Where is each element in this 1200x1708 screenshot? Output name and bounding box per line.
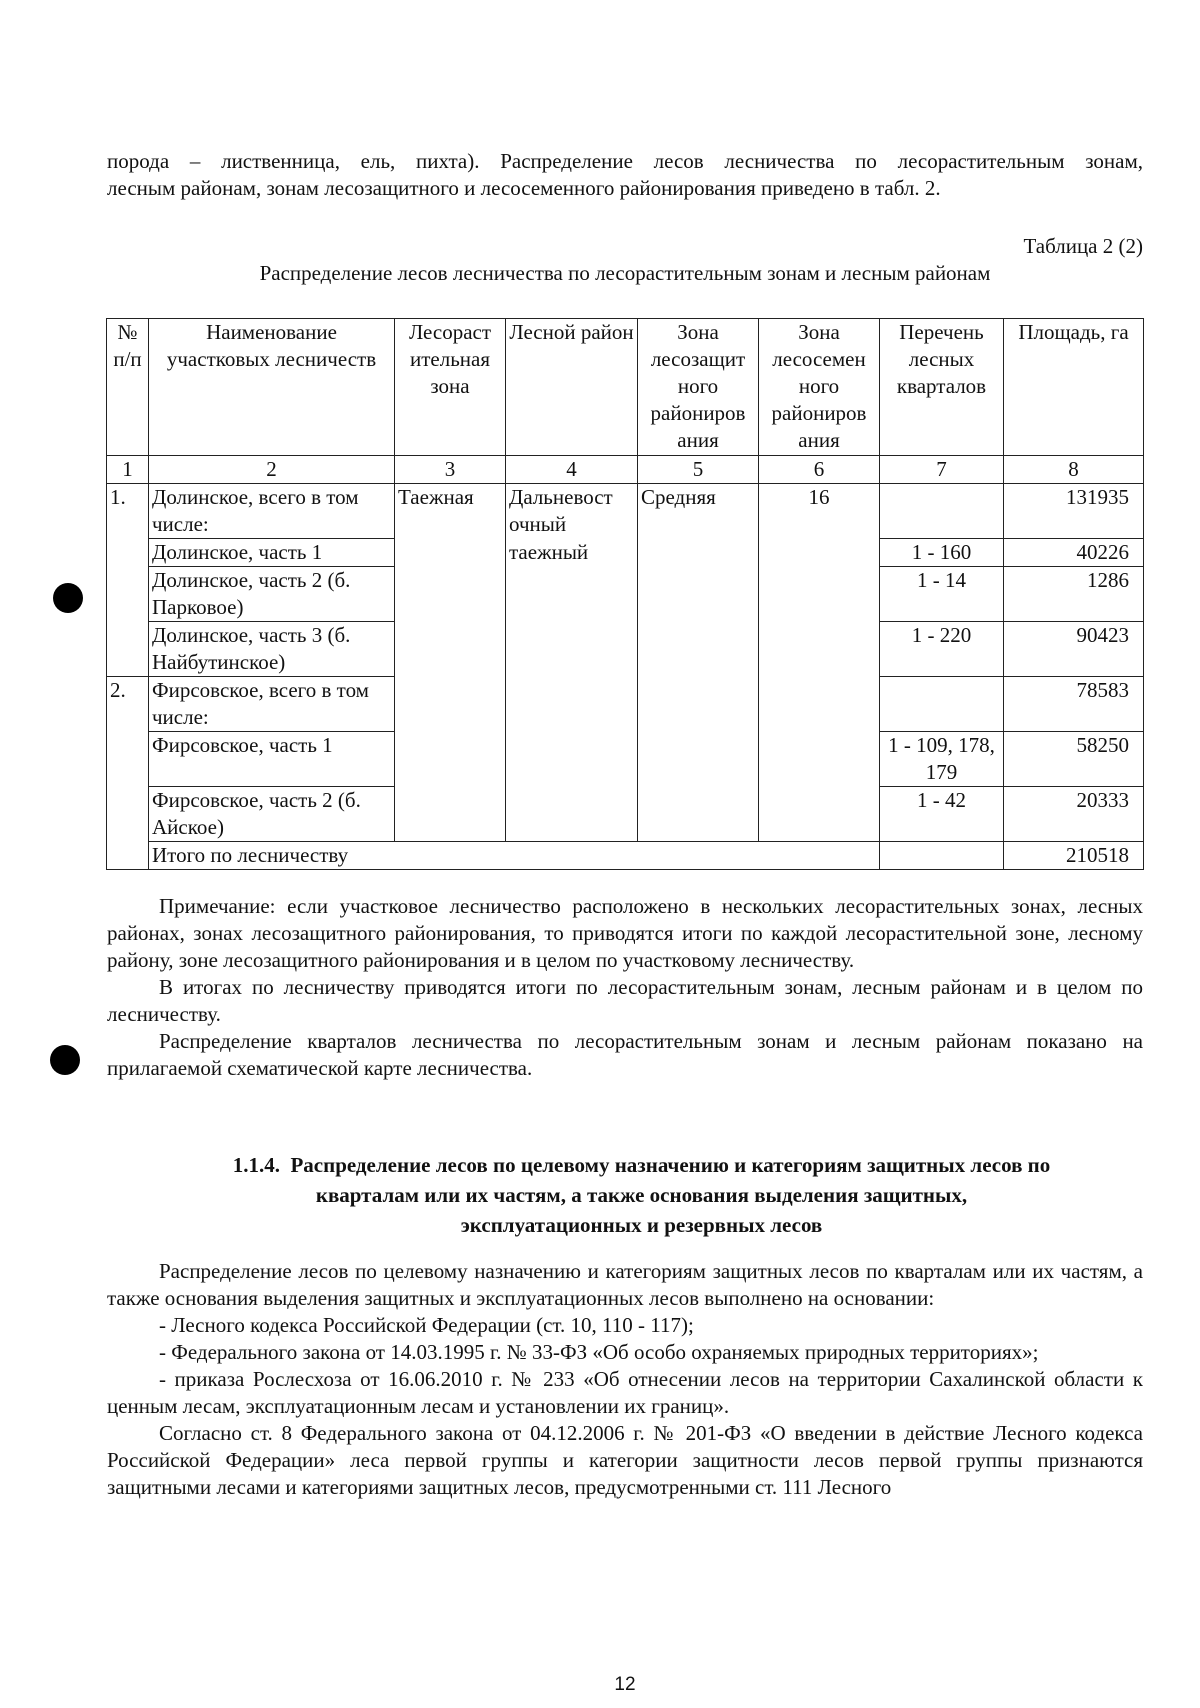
table-label: Таблица 2 (2)	[1023, 234, 1143, 258]
column-number: 2	[149, 456, 395, 484]
column-number: 5	[638, 456, 759, 484]
table-row	[107, 787, 1144, 842]
section-number: 1.1.4.	[232, 1153, 280, 1177]
punch-hole-bottom	[50, 1045, 80, 1075]
seed-zone-cell-continued	[759, 732, 880, 787]
body-paragraph: - Лесного кодекса Российской Федерации (ст. 10, 110 - 117);	[159, 1313, 694, 1337]
district-line: очный	[509, 512, 567, 536]
body-paragraph: - приказа Рослесхоза от 16.06.2010 г. № 233 «Об отнесении лесов на территории Сахалинской области к ценным лесам, эксплуатационным лесам и установлении их границ».	[107, 1367, 1143, 1418]
table-total-row	[107, 842, 1144, 870]
zone-cell-continued	[395, 622, 506, 677]
header-protection-zone: Зона лесозащит ного райониров ания	[638, 319, 759, 456]
row-quarters: 1 - 14	[880, 567, 1004, 622]
row-name: Долинское, часть 2 (б. Парковое)	[149, 567, 395, 622]
note-paragraph: Распределение кварталов лесничества по лесорастительным зонам и лесным районам показано на прилагаемой схематической карте лесничества.	[107, 1029, 1143, 1080]
district-cell-continued	[506, 677, 638, 732]
row-quarters	[880, 677, 1004, 732]
row-num	[107, 567, 149, 622]
total-num-cell	[107, 842, 149, 870]
table-row	[107, 567, 1144, 622]
section-heading-line-2: кварталам или их частям, а также основания выделения защитных,	[315, 1183, 968, 1207]
section-heading-line-3: эксплуатационных и резервных лесов	[460, 1213, 823, 1237]
intro-line-2: лесным районам, зонам лесозащитного и лесосеменного районирования приведено в табл. 2.	[107, 176, 941, 200]
seed-zone-cell-continued	[759, 622, 880, 677]
district-cell-continued: таежный	[506, 539, 638, 567]
header-num: № п/п	[107, 319, 149, 456]
forest-distribution-table	[106, 318, 1144, 870]
table-header-row	[107, 319, 1144, 456]
total-quarters-cell	[880, 842, 1004, 870]
table-caption: Распределение лесов лесничества по лесорастительным зонам и лесным районам	[259, 261, 991, 285]
district-cell-continued	[506, 567, 638, 622]
row-num: 1.	[107, 484, 149, 539]
section-title-part: Распределение лесов по целевому назначению и категориям защитных лесов по	[290, 1153, 1051, 1177]
header-seed-zone: Зона лесосемен ного райониров ания	[759, 319, 880, 456]
row-area: 78583	[1004, 677, 1144, 732]
column-number: 4	[506, 456, 638, 484]
protection-zone-cell-continued	[638, 622, 759, 677]
row-num	[107, 539, 149, 567]
header-area: Площадь, га	[1004, 319, 1144, 456]
district-cell	[506, 484, 638, 539]
row-name: Долинское, часть 1	[149, 539, 395, 567]
zone-cell-continued	[395, 732, 506, 787]
row-area: 20333	[1004, 787, 1144, 842]
district-cell-continued	[506, 732, 638, 787]
seed-zone-cell-continued	[759, 677, 880, 732]
district-line: Дальневост	[509, 485, 613, 509]
protection-zone-cell-continued	[638, 787, 759, 842]
row-quarters	[880, 484, 1004, 539]
row-name: Фирсовское, всего в том числе:	[149, 677, 395, 732]
zone-cell: Таежная	[395, 484, 506, 539]
column-number: 3	[395, 456, 506, 484]
row-num	[107, 732, 149, 787]
seed-zone-cell-continued	[759, 787, 880, 842]
row-num: 2.	[107, 677, 149, 732]
row-area: 40226	[1004, 539, 1144, 567]
row-quarters: 1 - 42	[880, 787, 1004, 842]
column-number: 7	[880, 456, 1004, 484]
row-name: Фирсовское, часть 2 (б. Айское)	[149, 787, 395, 842]
body-paragraph: Распределение лесов по целевому назначению и категориям защитных лесов по кварталам или их частям, а также основания выделения защитных и эксплуатационных лесов выполнено на основании:	[107, 1259, 1143, 1310]
row-quarters: 1 - 109, 178, 179	[880, 732, 1004, 787]
header-district: Лесной район	[506, 319, 638, 456]
total-area: 210518	[1004, 842, 1144, 870]
seed-zone-cell: 16	[759, 484, 880, 539]
zone-cell-continued	[395, 677, 506, 732]
body-paragraph: - Федерального закона от 14.03.1995 г. № 33-ФЗ «Об особо охраняемых природных территориях»;	[159, 1340, 1039, 1364]
table-row	[107, 677, 1144, 732]
header-name: Наименование участковых лесничеств	[149, 319, 395, 456]
note-paragraph: Примечание: если участковое лесничество расположено в нескольких лесорастительных зонах, лесных районах, зонах лесозащитного районирования, то приводятся итоги по каждой лесорастительной зоне, лесному району, зоне лесозащитного районирования и в целом по участковому лесничеству.	[107, 894, 1143, 972]
column-number: 1	[107, 456, 149, 484]
row-name: Долинское, всего в том числе:	[149, 484, 395, 539]
header-quarters: Перечень лесных кварталов	[880, 319, 1004, 456]
table-row	[107, 622, 1144, 677]
notes-block	[107, 893, 1143, 1082]
section-heading-line-1	[140, 1150, 1143, 1180]
column-number: 6	[759, 456, 880, 484]
total-label: Итого по лесничеству	[149, 842, 880, 870]
protection-zone-cell-continued	[638, 567, 759, 622]
page-number: 12	[614, 1674, 636, 1695]
punch-hole-top	[53, 583, 83, 613]
column-number: 8	[1004, 456, 1144, 484]
table-row	[107, 539, 1144, 567]
row-area: 90423	[1004, 622, 1144, 677]
row-name: Фирсовское, часть 1	[149, 732, 395, 787]
row-quarters: 1 - 160	[880, 539, 1004, 567]
intro-paragraph	[107, 148, 1143, 202]
row-quarters: 1 - 220	[880, 622, 1004, 677]
table-row	[107, 732, 1144, 787]
protection-zone-cell-continued	[638, 732, 759, 787]
row-num	[107, 787, 149, 842]
zone-cell-continued	[395, 787, 506, 842]
row-area: 58250	[1004, 732, 1144, 787]
protection-zone-cell: Средняя	[638, 484, 759, 539]
table-column-numbers-row	[107, 456, 1144, 484]
row-num	[107, 622, 149, 677]
section-heading	[140, 1150, 1143, 1240]
seed-zone-cell-continued	[759, 567, 880, 622]
note-paragraph: В итогах по лесничеству приводятся итоги по лесорастительным зонам, лесным районам и в целом по лесничеству.	[107, 975, 1143, 1026]
row-name: Долинское, часть 3 (б. Найбутинское)	[149, 622, 395, 677]
seed-zone-cell-continued	[759, 539, 880, 567]
district-cell-continued	[506, 622, 638, 677]
zone-cell-continued	[395, 567, 506, 622]
protection-zone-cell-continued	[638, 539, 759, 567]
district-cell-continued	[506, 787, 638, 842]
body-paragraph: Согласно ст. 8 Федерального закона от 04.12.2006 г. № 201-ФЗ «О введении в действие Лесного кодекса Российской Федерации» леса первой группы и категории защитности лесов первой группы признаются защитными лесами и категориями защитных лесов, предусмотренными ст. 111 Лесного	[107, 1421, 1143, 1499]
header-zone: Лесораст ительная зона	[395, 319, 506, 456]
row-area: 131935	[1004, 484, 1144, 539]
intro-line-1: порода – лиственница, ель, пихта). Распределение лесов лесничества по лесорастительным зонам,	[107, 149, 1143, 173]
protection-zone-cell-continued	[638, 677, 759, 732]
body-block	[107, 1258, 1143, 1501]
table-row	[107, 484, 1144, 539]
zone-cell-continued	[395, 539, 506, 567]
row-area: 1286	[1004, 567, 1144, 622]
